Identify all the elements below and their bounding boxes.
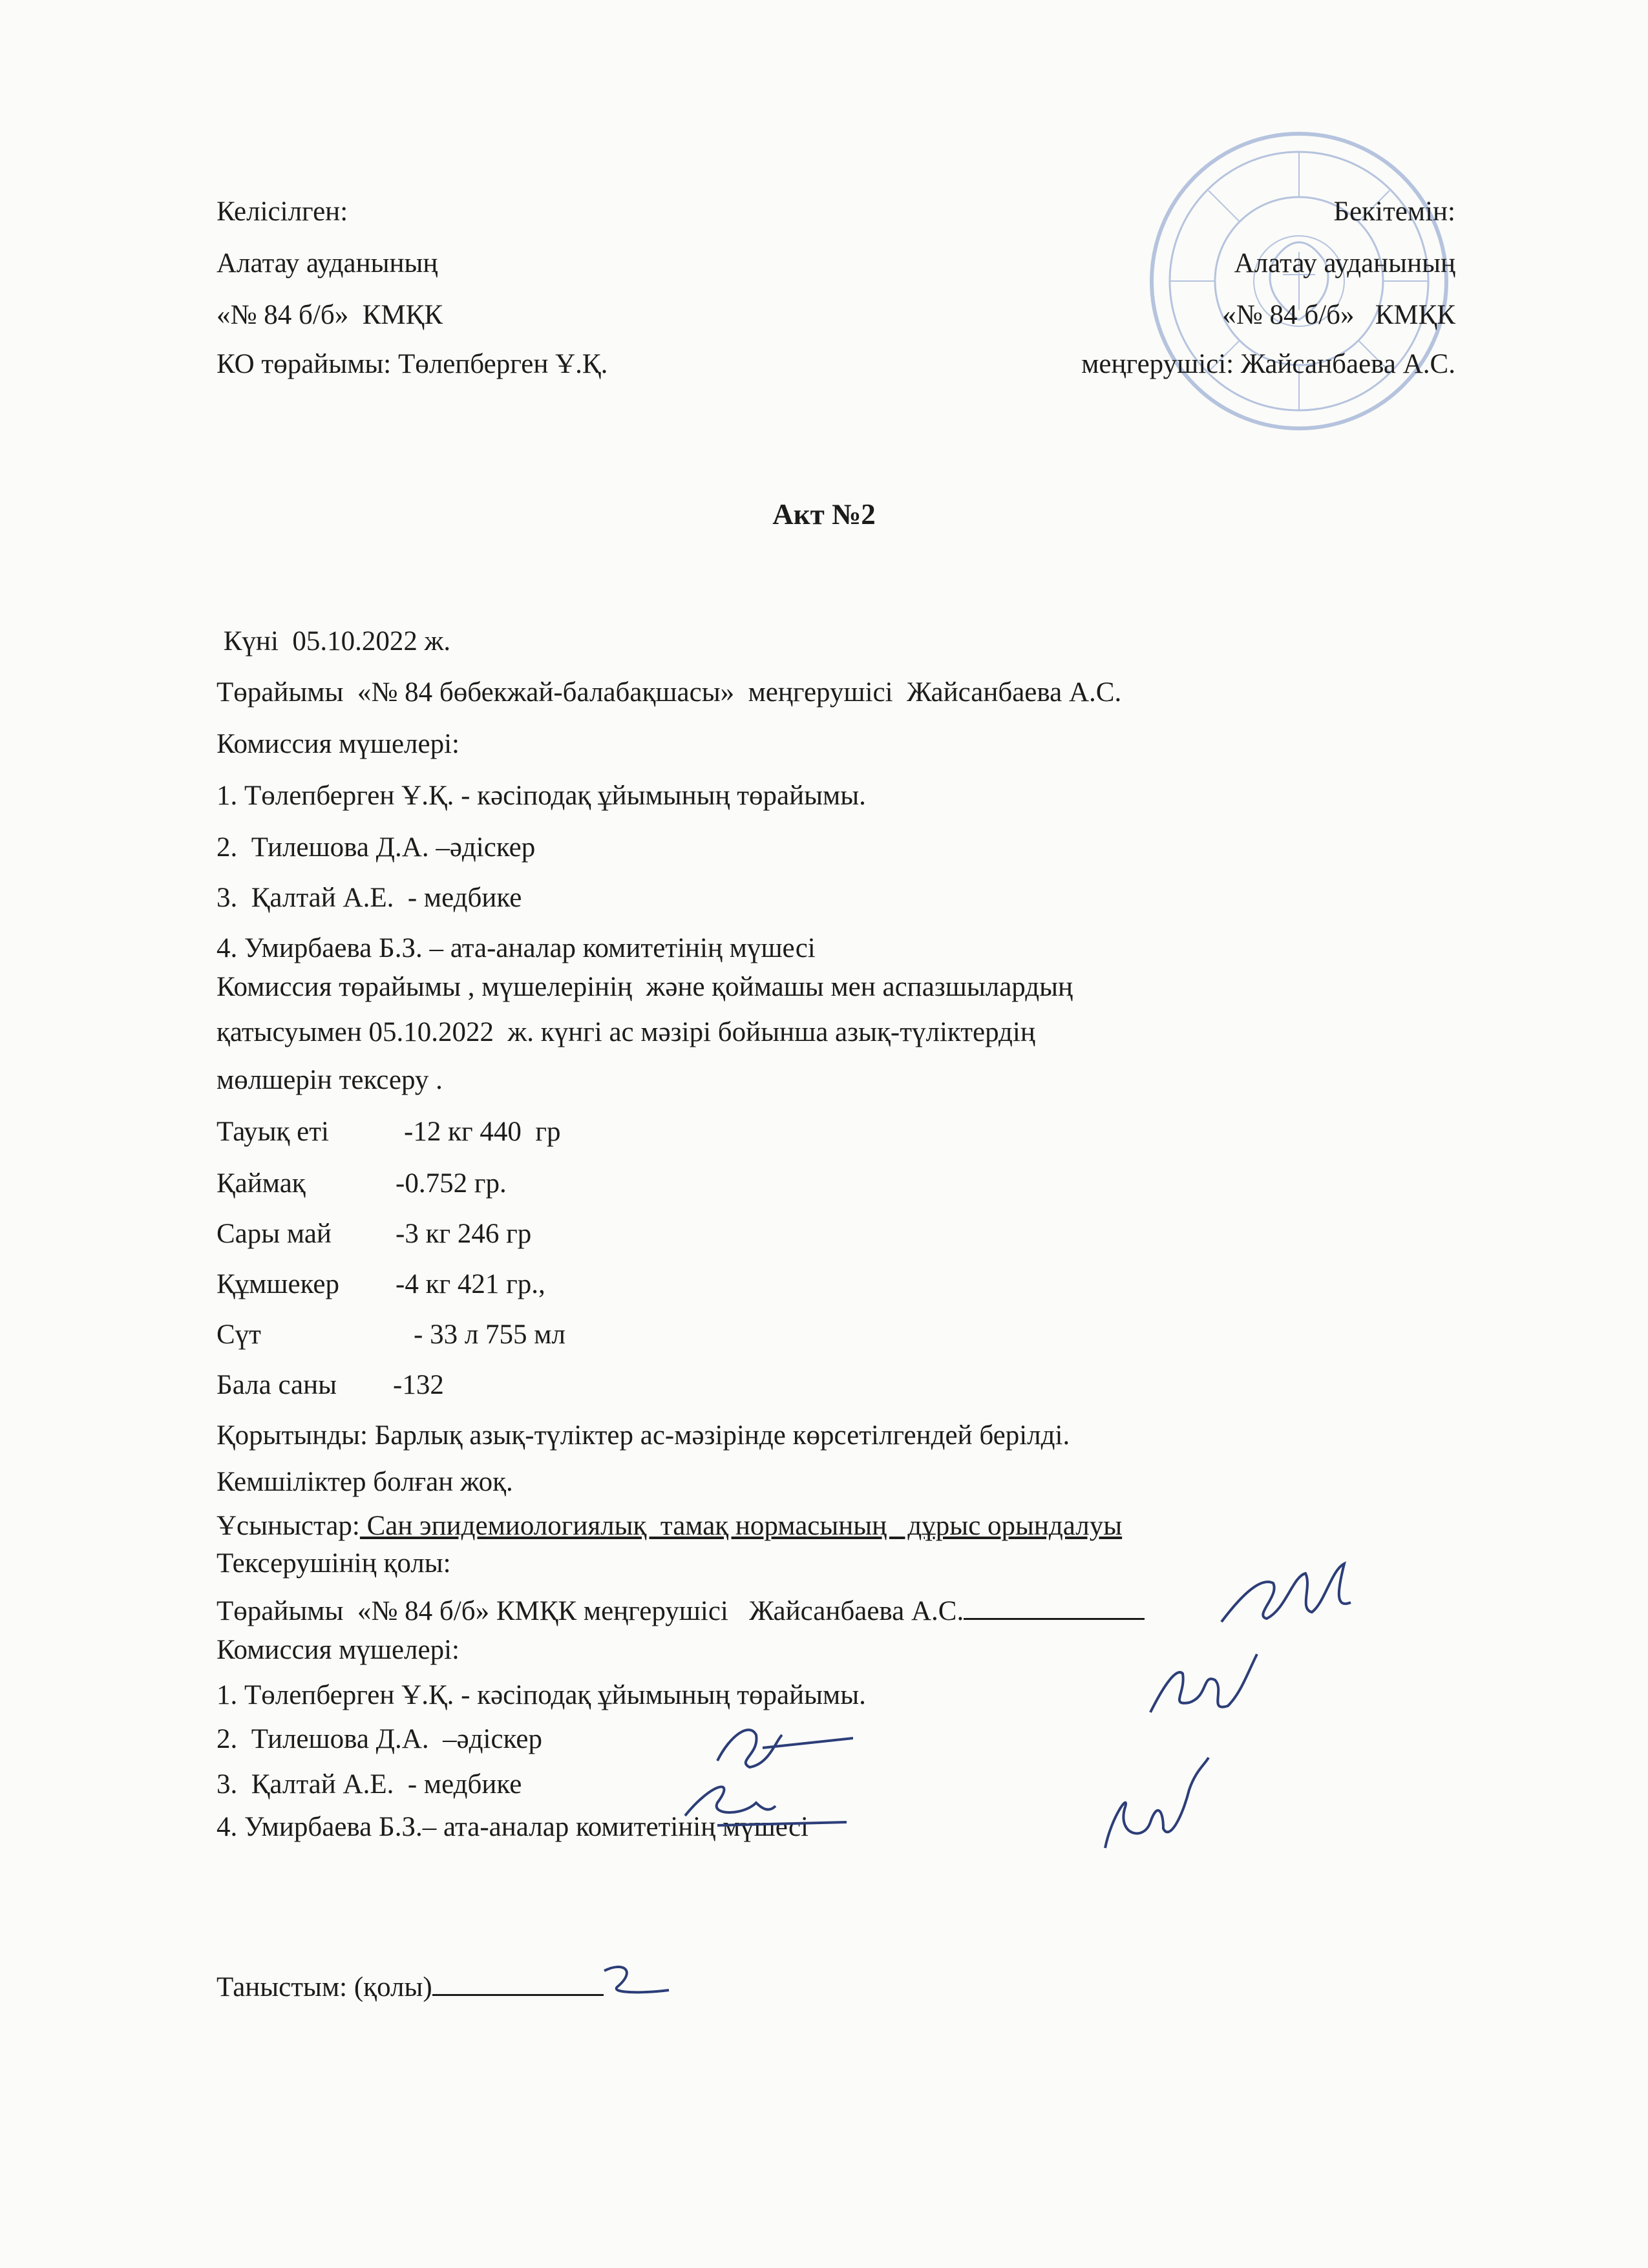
sig-members-label: Комиссия мүшелері: [217, 1635, 460, 1665]
agreed-chair: КО төрайымы: Төлепберген Ұ.Қ. [217, 349, 608, 379]
member3-signature [679, 1770, 847, 1835]
sig-member-item: 1. Төлепберген Ұ.Қ. - кәсіподақ ұйымының төрайымы. [217, 1680, 866, 1710]
checker-line [217, 1590, 1145, 1630]
approved-label: Бекітемін: [1333, 196, 1455, 227]
signature-blank [964, 1590, 1145, 1620]
conclusion-line: Кемшіліктер болған жоқ. [217, 1467, 513, 1497]
act-date: Күні 05.10.2022 ж. [217, 626, 451, 656]
approved-head: меңгерушісі: Жайсанбаева А.С. [1081, 349, 1455, 379]
agreed-label: Келісілген: [217, 196, 348, 227]
member-item: 2. Тилешова Д.А. –әдіскер [217, 832, 536, 863]
members-label: Комиссия мүшелері: [217, 729, 460, 759]
act-title: Акт №2 [772, 498, 876, 530]
product-name: Құмшекер [217, 1269, 339, 1299]
product-name: Сүт [217, 1319, 261, 1350]
product-qty: -0.752 гр. [396, 1168, 507, 1199]
approved-district: Алатау ауданының [1234, 248, 1455, 278]
conclusion-line: Қорытынды: Барлық азық-түліктер ас-мәзірінде көрсетілгендей берілді. [217, 1420, 1070, 1451]
member1-signature [1137, 1635, 1267, 1732]
approved-org: «№ 84 б/б» КМҚК [1222, 300, 1455, 330]
sig-member-item: 2. Тилешова Д.А. –әдіскер [217, 1724, 542, 1754]
member4-signature [1086, 1751, 1215, 1867]
member-item: 1. Төлепберген Ұ.Қ. - кәсіподақ ұйымының төрайымы. [217, 781, 866, 811]
product-qty: -4 кг 421 гр., [396, 1269, 545, 1299]
checker-label: Тексерушінің қолы: [217, 1548, 451, 1579]
product-name: Тауық еті [217, 1117, 329, 1147]
product-qty: -12 кг 440 гр [404, 1117, 561, 1147]
acknowledged-line [217, 1966, 604, 2006]
member-item: 3. Қалтай А.Е. - медбике [217, 883, 522, 913]
acknowledged-blank [432, 1966, 604, 1996]
sig-member-item: 3. Қалтай А.Е. - медбике [217, 1769, 522, 1800]
member-item: 4. Умирбаева Б.З. – ата-аналар комитетінің мүшесі [217, 933, 816, 963]
paragraph-line: Комиссия төрайымы , мүшелерінің және қоймашы мен аспазшылардың [217, 972, 1073, 1002]
agreed-org: «№ 84 б/б» КМҚК [217, 300, 443, 330]
product-name: Қаймақ [217, 1168, 306, 1199]
product-qty: - 33 л 755 мл [414, 1319, 565, 1350]
acknowledged-signature [591, 1958, 682, 2003]
offers-text: Сан эпидемиологиялық тамақ нормасының дұрыс орындалуы [359, 1511, 1123, 1541]
offers-label: Ұсыныстар: [217, 1511, 360, 1541]
acknowledged-label: Таныстым: (қолы) [217, 1972, 432, 2002]
product-qty: -132 [393, 1370, 444, 1400]
product-name: Сары май [217, 1219, 332, 1249]
paragraph-line: мөлшерін тексеру . [217, 1065, 443, 1095]
head-signature [1215, 1557, 1383, 1641]
act-chair: Төрайымы «№ 84 бөбекжай-балабақшасы» меңгерушісі Жайсанбаева А.С. [217, 677, 1122, 708]
product-qty: -3 кг 246 гр [396, 1219, 532, 1249]
member2-signature [711, 1709, 853, 1780]
agreed-district: Алатау ауданының [217, 248, 438, 278]
checker-name: Төрайымы «№ 84 б/б» КМҚК меңгерушісі Жайсанбаева А.С. [217, 1596, 964, 1626]
offers-line [217, 1508, 1122, 1544]
sig-member-item: 4. Умирбаева Б.З.– ата-аналар комитетінің мүшесі [217, 1812, 808, 1842]
product-name: Бала саны [217, 1370, 337, 1400]
paragraph-line: қатысуымен 05.10.2022 ж. күнгі ас мәзірі бойынша азық-түліктердің [217, 1017, 1035, 1047]
